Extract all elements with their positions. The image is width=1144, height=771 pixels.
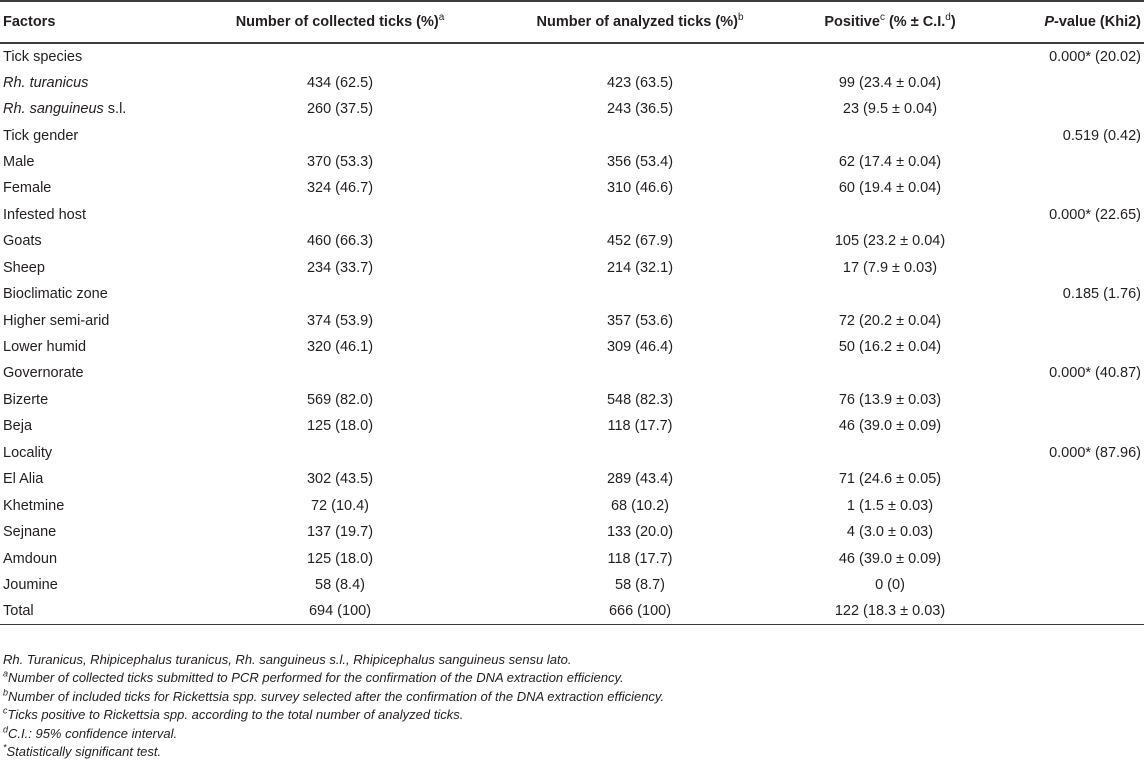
collected-cell — [190, 281, 490, 307]
pvalue-cell — [990, 545, 1144, 571]
table-body — [0, 43, 1144, 625]
table-row — [0, 440, 1144, 466]
factor-cell: Rh. sanguineus s.l. — [3, 101, 127, 118]
analyzed-cell: 310 (46.6) — [606, 180, 674, 197]
factor-cell: Male — [3, 153, 35, 170]
header-positive: Positive$^c$ (% ± C.I.$^d$) — [790, 1, 990, 43]
analyzed-cell: 118 (17.7) — [607, 550, 673, 567]
analyzed-cell: 548 (82.3) — [606, 391, 674, 408]
factor-cell: Rh. turanicus — [3, 74, 89, 91]
footnote: $^d$C.I.: 95% confidence interval. — [3, 724, 178, 741]
positive-cell: 46 (39.0 ± 0.09) — [838, 418, 942, 435]
table-row — [0, 281, 1144, 307]
factor-cell: Tick species — [3, 48, 83, 65]
pvalue-cell: 0.519 (0.42) — [1062, 127, 1141, 144]
collected-cell: 125 (18.0) — [306, 550, 374, 567]
factor-cell: Sheep — [3, 259, 45, 276]
positive-cell: 71 (24.6 ± 0.05) — [838, 471, 942, 488]
positive-cell — [790, 360, 990, 386]
table-row — [0, 413, 1144, 439]
footnote: *Statistically significant test. — [3, 742, 162, 760]
analyzed-cell — [490, 281, 790, 307]
collected-cell — [190, 202, 490, 228]
table-row — [0, 334, 1144, 360]
table-row — [0, 122, 1144, 148]
analyzed-cell: 214 (32.1) — [606, 259, 674, 276]
table-row — [0, 545, 1144, 571]
pvalue-cell — [990, 466, 1144, 492]
pvalue-cell — [990, 492, 1144, 518]
collected-cell — [190, 440, 490, 466]
collected-cell: 58 (8.4) — [315, 576, 365, 593]
collected-cell — [190, 122, 490, 148]
pvalue-cell: 0.185 (1.76) — [1062, 286, 1141, 303]
collected-cell: 234 (33.7) — [306, 259, 374, 276]
analyzed-cell: 133 (20.0) — [606, 524, 674, 541]
analyzed-cell — [490, 43, 790, 69]
table-row — [0, 175, 1144, 201]
collected-cell: 370 (53.3) — [306, 153, 374, 170]
pvalue-cell — [990, 307, 1144, 333]
table-row — [0, 96, 1144, 122]
pvalue-cell — [990, 149, 1144, 175]
collected-cell: 374 (53.9) — [306, 312, 374, 329]
pvalue-cell — [990, 572, 1144, 598]
positive-cell: 17 (7.9 ± 0.03) — [842, 259, 938, 276]
pvalue-cell: 0.000* (87.96) — [1049, 444, 1141, 461]
header-row — [0, 1, 1144, 43]
collected-cell — [190, 360, 490, 386]
positive-cell: 23 (9.5 ± 0.04) — [842, 101, 938, 118]
header-factors: Factors — [0, 1, 190, 43]
pvalue-cell — [990, 598, 1144, 624]
analyzed-cell: 452 (67.9) — [606, 233, 674, 250]
factor-cell: Female — [3, 180, 52, 197]
footnote: $^c$Ticks positive to Rickettsia spp. according to the total number of analyzed ticks. — [3, 705, 464, 723]
footnote: $^b$Number of included ticks for Rickettsia spp. survey selected after the confirmation of the DNA extraction efficiency. — [3, 687, 665, 704]
positive-cell: 60 (19.4 ± 0.04) — [838, 180, 942, 197]
factor-cell: Infested host — [3, 206, 87, 223]
factor-cell: Sejnane — [3, 524, 57, 541]
positive-cell: 72 (20.2 ± 0.04) — [838, 312, 942, 329]
positive-cell: 62 (17.4 ± 0.04) — [838, 153, 942, 170]
positive-cell: 46 (39.0 ± 0.09) — [838, 550, 942, 567]
analyzed-cell — [490, 440, 790, 466]
table-row — [0, 43, 1144, 69]
positive-cell: 50 (16.2 ± 0.04) — [838, 339, 942, 356]
analyzed-cell: 118 (17.7) — [607, 418, 673, 435]
collected-cell: 302 (43.5) — [306, 471, 374, 488]
pvalue-cell — [990, 69, 1144, 95]
analyzed-cell — [490, 122, 790, 148]
table-row — [0, 360, 1144, 386]
pvalue-cell: 0.000* (40.87) — [1049, 365, 1141, 382]
factor-cell: Total — [0, 598, 190, 624]
analyzed-cell: 356 (53.4) — [606, 153, 674, 170]
collected-cell: 324 (46.7) — [306, 180, 374, 197]
collected-cell: 460 (66.3) — [306, 233, 374, 250]
collected-cell — [190, 43, 490, 69]
analyzed-cell: 357 (53.6) — [606, 312, 674, 329]
analyzed-cell: 423 (63.5) — [606, 74, 674, 91]
table-row — [0, 255, 1144, 281]
positive-cell: 0 (0) — [875, 576, 905, 593]
table-row — [0, 492, 1144, 518]
collected-cell: 125 (18.0) — [306, 418, 374, 435]
pvalue-cell: 0.000* (22.65) — [1049, 206, 1141, 223]
collected-cell: 434 (62.5) — [306, 74, 374, 91]
factor-cell: Khetmine — [3, 497, 65, 514]
collected-cell: 137 (19.7) — [306, 524, 374, 541]
positive-cell: 99 (23.4 ± 0.04) — [838, 74, 942, 91]
analyzed-cell: 309 (46.4) — [606, 339, 674, 356]
analyzed-cell: 289 (43.4) — [606, 471, 674, 488]
pvalue-cell — [990, 175, 1144, 201]
factor-cell: Governorate — [3, 365, 84, 382]
positive-cell — [790, 281, 990, 307]
table-footnotes — [3, 651, 1141, 761]
positive-cell — [790, 202, 990, 228]
factor-cell: Beja — [3, 418, 33, 435]
positive-cell: 122 (18.3 ± 0.03) — [790, 598, 990, 624]
table-row — [0, 572, 1144, 598]
pvalue-cell — [990, 228, 1144, 254]
analyzed-cell — [490, 360, 790, 386]
analyzed-cell: 68 (10.2) — [610, 497, 670, 514]
factor-cell: Bizerte — [3, 391, 49, 408]
table-row — [0, 228, 1144, 254]
table-row — [0, 307, 1144, 333]
positive-cell: 1 (1.5 ± 0.03) — [846, 497, 934, 514]
collected-cell: 694 (100) — [190, 598, 490, 624]
table-row — [0, 149, 1144, 175]
pvalue-cell — [990, 334, 1144, 360]
factor-cell: Lower humid — [3, 339, 87, 356]
positive-cell — [790, 122, 990, 148]
factor-cell: El Alia — [3, 471, 44, 488]
positive-cell: 4 (3.0 ± 0.03) — [846, 524, 934, 541]
table-row — [0, 466, 1144, 492]
positive-cell — [790, 43, 990, 69]
analyzed-cell: 666 (100) — [490, 598, 790, 624]
table-row — [0, 598, 1144, 624]
header-pvalue: P-value (Khi2) — [990, 1, 1144, 43]
factor-cell: Tick gender — [3, 127, 79, 144]
footnote: $^a$Number of collected ticks submitted to PCR performed for the confirmation of the DNA extraction efficiency. — [3, 669, 624, 686]
pvalue-cell: 0.000* (20.02) — [1049, 48, 1141, 65]
positive-cell — [790, 440, 990, 466]
factor-cell: Joumine — [3, 576, 58, 593]
analyzed-cell: 58 (8.7) — [615, 576, 665, 593]
analyzed-cell: 243 (36.5) — [606, 101, 674, 118]
pvalue-cell — [990, 387, 1144, 413]
header-analyzed: Number of analyzed ticks (%)$^b$ — [490, 1, 790, 43]
factor-cell: Bioclimatic zone — [3, 286, 108, 303]
table-row — [0, 202, 1144, 228]
collected-cell: 569 (82.0) — [306, 391, 374, 408]
factor-cell: Goats — [3, 233, 42, 250]
pvalue-cell — [990, 519, 1144, 545]
header-collected: Number of collected ticks (%)$^a$ — [190, 1, 490, 43]
footnote: Rh. Turanicus, Rhipicephalus turanicus, Rh. sanguineus s.l., Rhipicephalus sanguineus sensu lato. — [3, 652, 572, 667]
collected-cell: 320 (46.1) — [306, 339, 374, 356]
pvalue-cell — [990, 255, 1144, 281]
pvalue-cell — [990, 413, 1144, 439]
collected-cell: 72 (10.4) — [310, 497, 370, 514]
factor-cell: Locality — [3, 444, 53, 461]
factor-cell: Amdoun — [3, 550, 58, 567]
table-row — [0, 519, 1144, 545]
pvalue-cell — [990, 96, 1144, 122]
positive-cell: 105 (23.2 ± 0.04) — [834, 233, 946, 250]
table-row — [0, 69, 1144, 95]
positive-cell: 76 (13.9 ± 0.03) — [838, 391, 942, 408]
table-row — [0, 387, 1144, 413]
collected-cell: 260 (37.5) — [306, 101, 374, 118]
factor-cell: Higher semi-arid — [3, 312, 110, 329]
analyzed-cell — [490, 202, 790, 228]
